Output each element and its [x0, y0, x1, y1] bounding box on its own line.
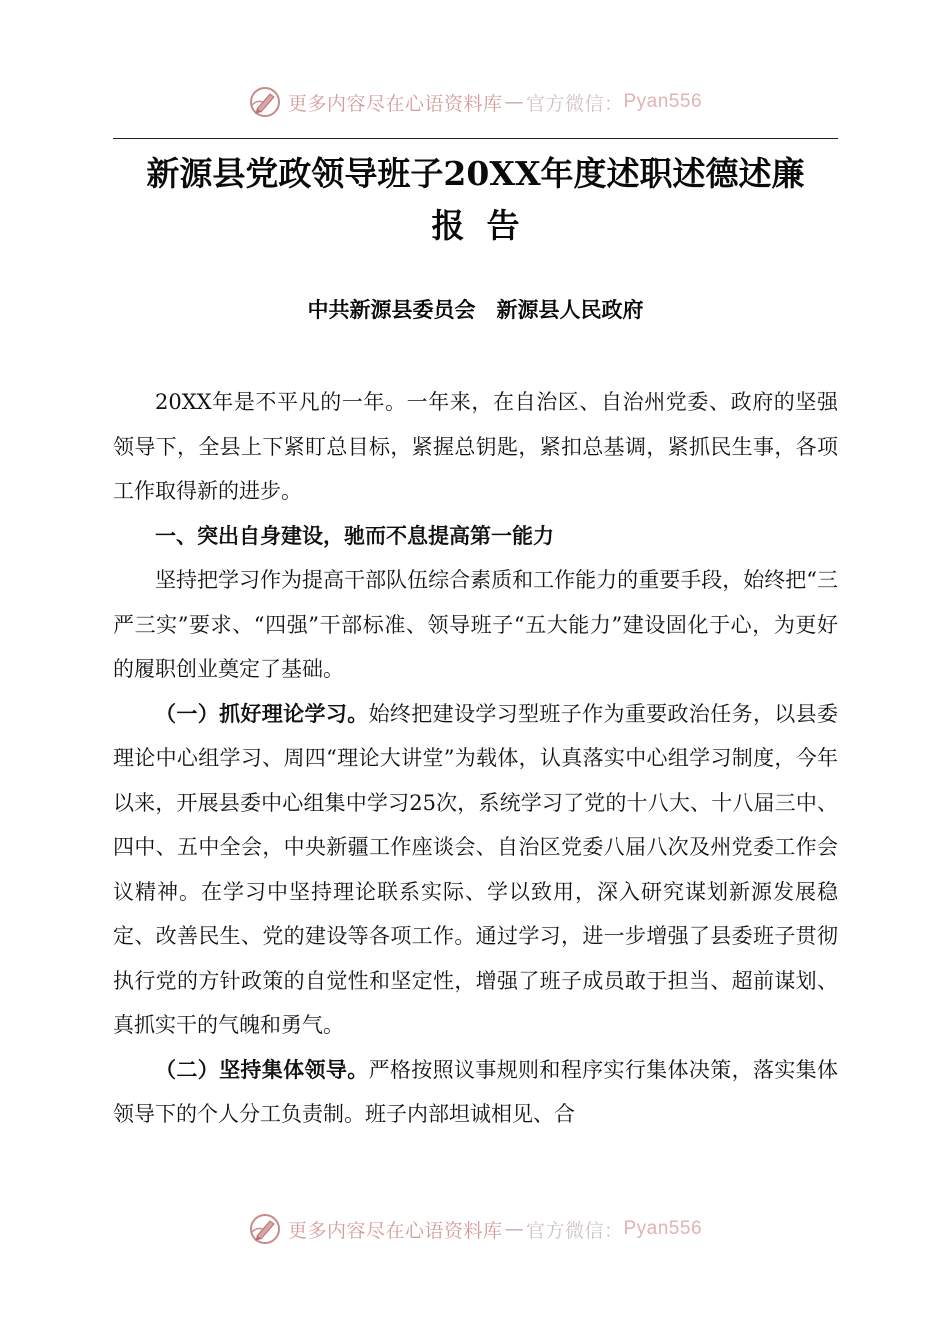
watermark-label: 官方微信： — [525, 92, 624, 115]
item-1-paragraph — [113, 692, 838, 1048]
item-1-body: 始终把建设学习型班子作为重要政治任务，以县委理论中心组学习、周四“理论大讲堂”为载体，认真落实中心组学习制度，今年以来，开展县委中心组集中学习25次，系统学习了党的十八大、十八届三中、四中、五中全会，中央新疆工作座谈会、自治区党委八届八次及州党委工作会议精神。在学习中坚持理论联系实际、学以致用，深入研究谋划新源发展稳定、改善民生、党的建设等各项工作。通过学习，进一步增强了县委班子贯彻执行党的方针政策的自觉性和坚定性，增强了班子成员敢于担当、超前谋划、真抓实干的气魄和勇气。 — [113, 701, 839, 1037]
item-2-body: 严格按照议事规则和程序实行集体决策，落实集体领导下的个人分工负责制。班子内部坦诚相见、合 — [113, 1057, 839, 1126]
title-line-2: 报告 — [431, 206, 542, 245]
header-divider — [113, 138, 838, 139]
title-line-1: 新源县党政领导班子20XX年度述职述德述廉 — [146, 154, 805, 193]
watermark-label: 官方微信： — [525, 1219, 624, 1242]
watermark-site-text: 更多内容尽在心语资料库 — [287, 92, 503, 115]
item-2-lead: （二）坚持集体领导。 — [155, 1057, 369, 1082]
watermark-footer — [0, 1209, 950, 1249]
watermark-header — [0, 82, 950, 122]
watermark-id: Pyan556 — [623, 1218, 703, 1239]
watermark-site-text: 更多内容尽在心语资料库 — [287, 1219, 503, 1242]
section-1-paragraph: 坚持把学习作为提高干部队伍综合素质和工作能力的重要手段，始终把“三严三实”要求、“四强”干部标准、领导班子“五大能力”建设固化于心，为更好的履职创业奠定了基础。 — [113, 568, 838, 681]
document-body — [113, 380, 838, 1137]
document-title — [113, 148, 838, 252]
pen-logo-icon — [248, 85, 282, 119]
watermark-id: Pyan556 — [623, 91, 703, 112]
pen-logo-icon — [248, 1212, 282, 1246]
watermark-separator: — — [504, 91, 524, 113]
item-2-paragraph — [113, 1048, 838, 1137]
intro-paragraph: 20XX年是不平凡的一年。一年来，在自治区、自治州党委、政府的坚强领导下，全县上下紧盯总目标，紧握总钥匙，紧扣总基调，紧抓民生事，各项工作取得新的进步。 — [113, 390, 838, 503]
document-author: 中共新源县委员会 新源县人民政府 — [307, 297, 644, 322]
section-1-heading: 一、突出自身建设，驰而不息提高第一能力 — [155, 523, 554, 548]
watermark-separator: — — [504, 1218, 524, 1240]
item-1-lead: （一）抓好理论学习。 — [155, 701, 369, 726]
